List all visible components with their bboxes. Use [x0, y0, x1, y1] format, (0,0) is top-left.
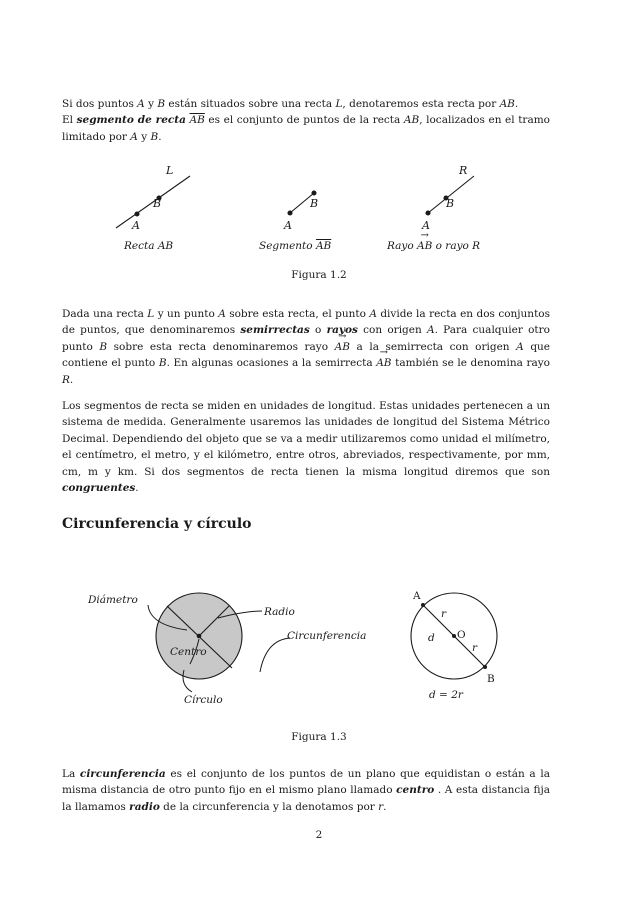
label-centro: Centro — [170, 646, 207, 658]
label-segmento-a: A — [284, 219, 292, 232]
paragraph-medida: Los segmentos de recta se miden en unidades de longitud. Estas unidades pertenecen a un sistema de medida. Generalmente usaremos las unidades de longitud del Sistema Métrico Decimal. Dependiendo del objeto que se va a medir utilizaremos como unidad el milímetro, el centímetro, el metro, y el kilómetro, entre otros, abreviados, respectivamente, por mm, cm, m y km. Si dos segmentos de recta tienen la misma longitud diremos que son congruentes. — [62, 400, 550, 495]
label-point-a: A — [413, 590, 421, 602]
label-rayo-b: B — [446, 197, 455, 210]
label-radio: Radio — [264, 606, 295, 618]
label-circunferencia: Circunferencia — [287, 630, 367, 642]
caption-rayo: Rayo → AB o rayo R — [387, 240, 480, 252]
label-r2: r — [472, 642, 478, 654]
label-recta-b: B — [153, 197, 162, 210]
label-r1: r — [441, 608, 447, 620]
label-diametro: Diámetro — [88, 594, 138, 606]
label-segmento-b: B — [310, 197, 319, 210]
label-point-b: B — [487, 673, 495, 685]
page-number: 2 — [315, 829, 323, 841]
relation-point-o — [452, 634, 456, 638]
figure-1-2-caption: Figura 1.2 — [291, 269, 347, 281]
paragraph-semirrectas: Dada una recta L y un punto A sobre esta recta, el punto A divide la recta en dos conjuntos de puntos, que denominaremos semirrectas o rayos con origen A. Para cualquier otro punto B sobre esta recta denominaremos rayo → AB a la semirrecta con origen A que contiene el punto B. En algunas ocasiones a la semirrecta → AB también se le denomina rayo R. — [62, 306, 550, 388]
label-point-o: O — [457, 629, 466, 641]
relation-point-b — [483, 665, 487, 669]
relation-point-a — [421, 603, 425, 607]
label-rayo-a: A — [422, 219, 430, 232]
paragraph-segment-definition: Si dos puntos A y B están situados sobre una recta L, denotaremos esta recta por AB. El segmento de recta $\overline{AB}$ es el conjunto de puntos de la recta AB, localizados en el tramo limitado por A y B. — [62, 98, 550, 143]
label-r: R — [459, 164, 468, 177]
label-recta-a: A — [132, 219, 140, 232]
centro-point — [197, 634, 202, 639]
caption-segmento: Segmento $\overline{AB}$ — [259, 240, 332, 252]
figure-1-3-caption: Figura 1.3 — [291, 731, 347, 743]
label-l: L — [166, 164, 174, 177]
circunferencia-leader — [260, 638, 290, 672]
paragraph-circunferencia: La circunferencia es el conjunto de los puntos de un plano que equidistan o están a la misma distancia de otro punto fijo en el mismo plano llamado centro . A esta distancia fija la llamamos radio de la circunferencia y la denotamos por r. — [62, 768, 551, 813]
label-d: d — [428, 632, 435, 644]
label-formula: d = 2r — [429, 689, 463, 701]
label-circulo: Círculo — [184, 694, 223, 706]
caption-recta: Recta AB — [124, 240, 174, 252]
section-heading: Circunferencia y círculo — [62, 516, 252, 532]
